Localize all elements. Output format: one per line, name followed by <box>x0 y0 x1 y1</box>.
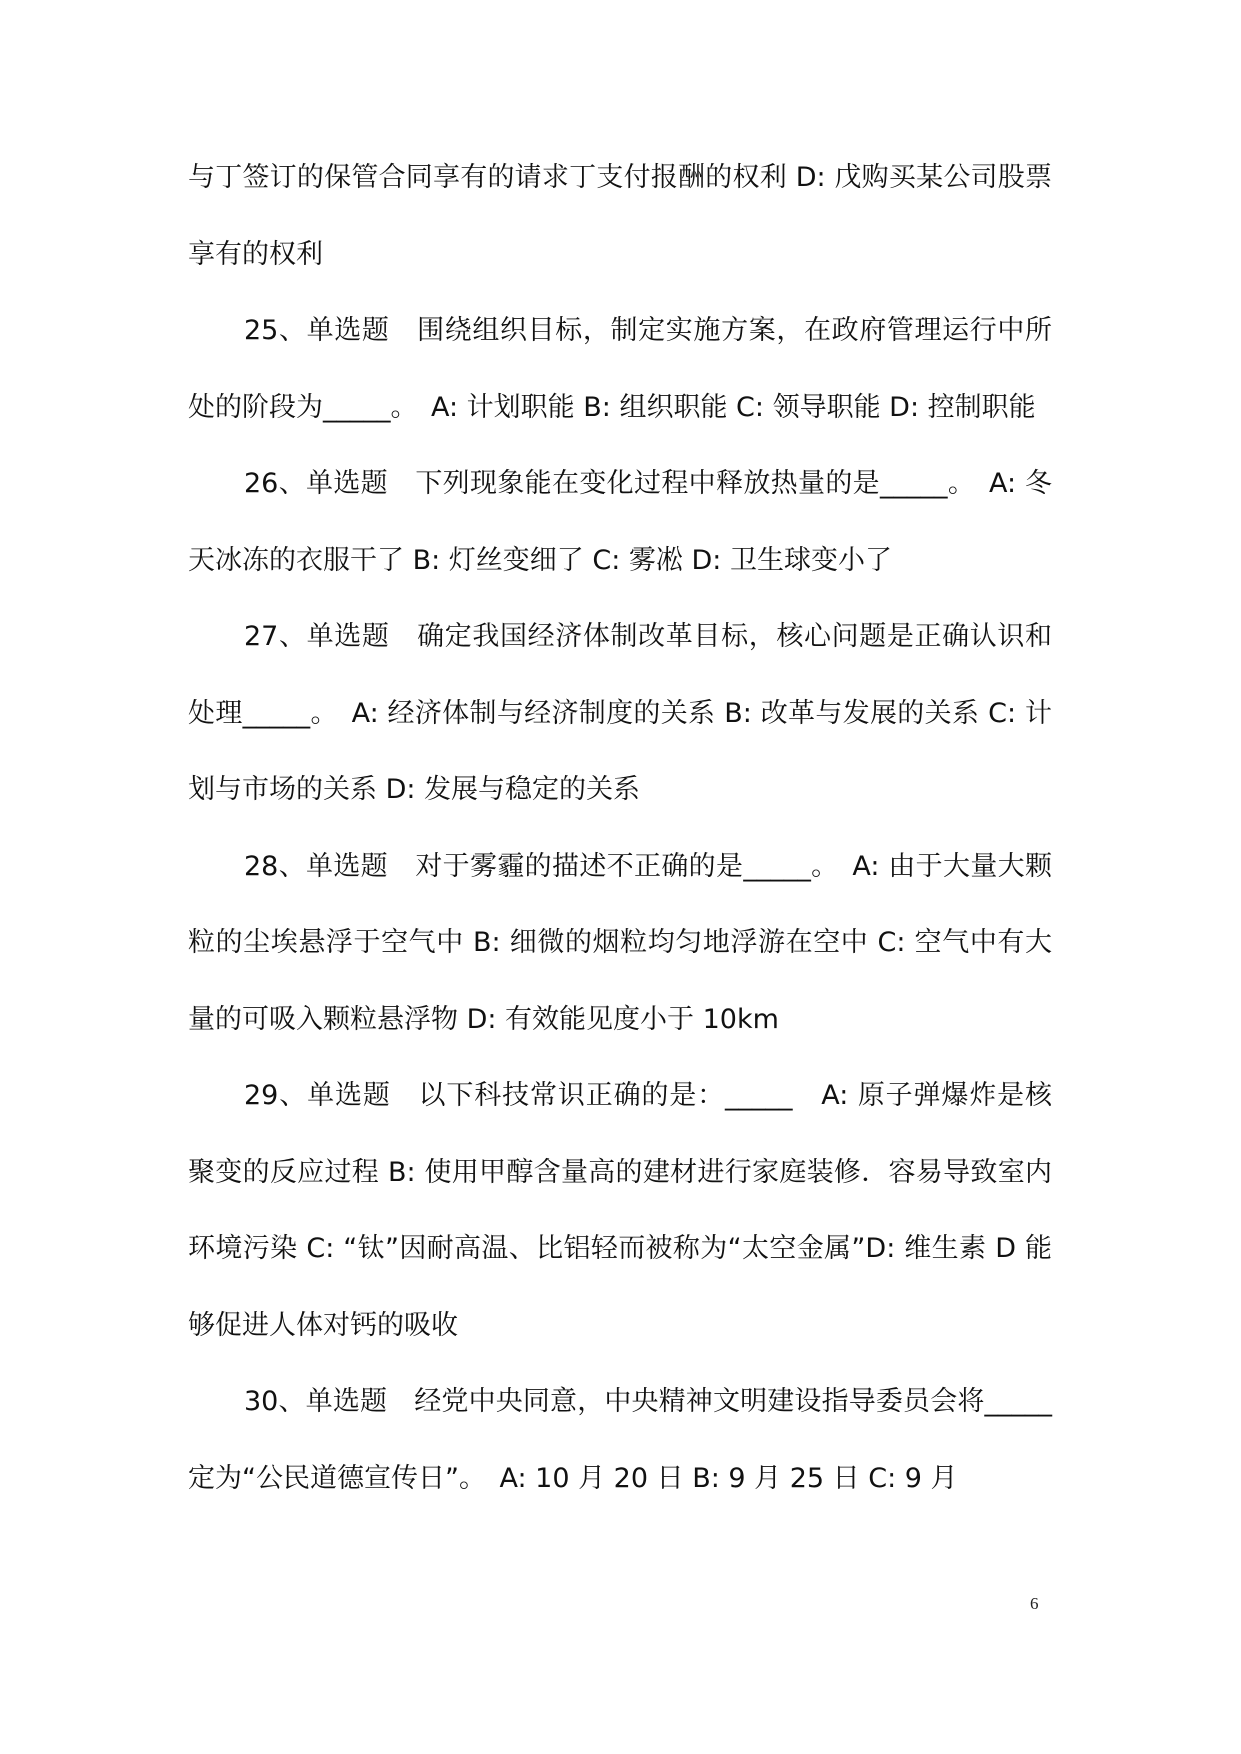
question-continuation: 与丁签订的保管合同享有的请求丁支付报酬的权利 D: 戊购买某公司股票享有的权利 <box>188 162 1052 270</box>
question-29: 29、单选题 以下科技常识正确的是：_____ A: 原子弹爆炸是核聚变的反应过程 B: 使用甲醇含量高的建材进行家庭装修．容易导致室内环境污染 C: “钛”因耐高温、比铝轻而被称为“太空金属”D: 维生素 D 能够促进人体对钙的吸收 <box>188 1080 1052 1341</box>
question-28: 28、单选题 对于雾霾的描述不正确的是_____。 A: 由于大量大颗粒的尘埃悬浮于空气中 B: 细微的烟粒均匀地浮游在空中 C: 空气中有大量的可吸入颗粒悬浮物 D: 有效能见度小于 10km <box>188 850 1052 1035</box>
document-body <box>188 140 1052 1517</box>
page-number: 6 <box>1030 1594 1039 1613</box>
question-30: 30、单选题 经党中央同意，中央精神文明建设指导委员会将_____定为“公民道德宣传日”。 A: 10 月 20 日 B: 9 月 25 日 C: 9 月 <box>188 1386 1052 1494</box>
question-27: 27、单选题 确定我国经济体制改革目标，核心问题是正确认识和处理_____。 A: 经济体制与经济制度的关系 B: 改革与发展的关系 C: 计划与市场的关系 D: 发展与稳定的关系 <box>188 621 1052 805</box>
question-25: 25、单选题 围绕组织目标，制定实施方案，在政府管理运行中所处的阶段为_____。 A: 计划职能 B: 组织职能 C: 领导职能 D: 控制职能 <box>188 315 1052 423</box>
question-26: 26、单选题 下列现象能在变化过程中释放热量的是_____。 A: 冬天冰冻的衣服干了 B: 灯丝变细了 C: 雾凇 D: 卫生球变小了 <box>188 468 1052 576</box>
